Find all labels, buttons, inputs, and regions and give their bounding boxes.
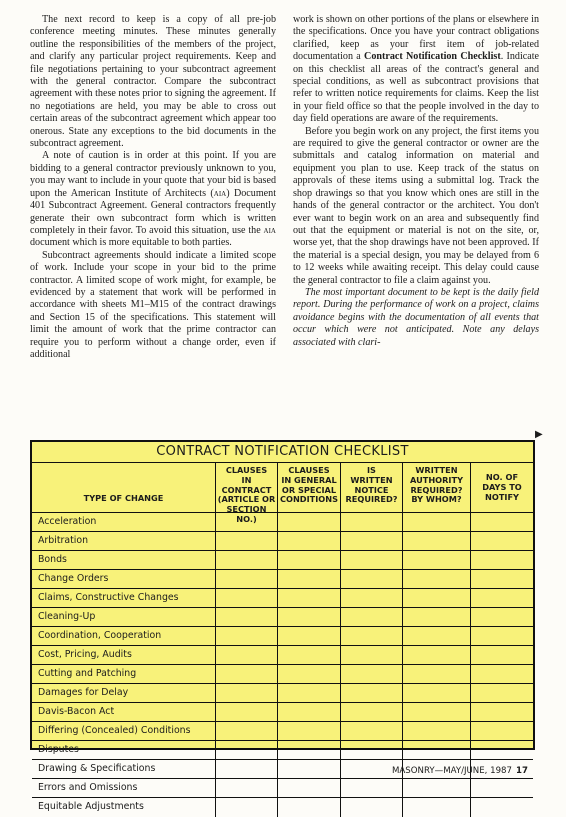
blank-entry-cell[interactable] [402, 570, 470, 588]
table-row [32, 798, 533, 817]
text-span: . Indicate on this checklist all areas of the contract's general and special conditions, as well as subcontract provisions that refer to written notice requirements for claims. Keep the list in your field office so that the people involved in the day to day field operations are aware of the requirements. [293, 51, 540, 125]
blank-entry-cell[interactable] [340, 722, 402, 740]
blank-entry-cell[interactable] [277, 551, 340, 569]
change-type-label: Coordination, Cooperation [38, 630, 162, 641]
publication-line: MASONRY—MAY/JUNE, 1987 [392, 766, 512, 776]
header-line: IN CONTRACT [221, 474, 272, 495]
text-span: A note of caution is in order at this point. If you are bidding to a general contractor previously unknown to you, you may want to include in your quote that your bid is based upon the American Institute of Architects ( [30, 150, 276, 199]
blank-entry-cell[interactable] [277, 722, 340, 740]
table-row [32, 703, 533, 722]
header-line: WRITTEN [415, 465, 458, 475]
blank-entry-cell[interactable] [277, 684, 340, 702]
paragraph [30, 150, 276, 249]
table-row [32, 722, 533, 741]
header-line: SECTION NO.) [226, 504, 267, 524]
checklist-reference: Contract Notification Checklist [364, 51, 501, 63]
blank-entry-cell[interactable] [215, 760, 277, 778]
paragraph: The next record to keep is a copy of all pre-job conference meeting minutes. These minutes generally outline the responsibilities of the members of the project, and clarify any particular project requirements. Keep and file negotiations pertaining to your subcontract agreement with the general contractor. Compare the subcontract agreement with these notes prior to signing the agreement. If no negotiations are held, you may be able to cross out certain areas of the subcontract agreement which appear too onerous. State any exceptions to the bid documents in the subcontract agreement. [30, 14, 276, 150]
blank-entry-cell[interactable] [277, 589, 340, 607]
right-column [293, 14, 539, 349]
table-row [32, 684, 533, 703]
change-type-label: Bonds [38, 554, 67, 565]
header-line: IS [367, 465, 376, 475]
blank-entry-cell[interactable] [402, 646, 470, 664]
aia-abbreviation: aia [213, 187, 227, 199]
change-type-label: Cutting and Patching [38, 668, 137, 679]
header-line: NOTIFY [485, 491, 519, 502]
blank-entry-cell[interactable] [215, 627, 277, 645]
blank-entry-cell[interactable] [215, 779, 277, 797]
left-column [30, 14, 276, 361]
change-type-label: Claims, Constructive Changes [38, 592, 179, 603]
blank-entry-cell[interactable] [402, 513, 470, 531]
blank-entry-cell[interactable] [215, 646, 277, 664]
blank-entry-cell[interactable] [340, 608, 402, 626]
change-type-label: Change Orders [38, 573, 109, 584]
table-row [32, 627, 533, 646]
blank-entry-cell[interactable] [215, 722, 277, 740]
header-clauses-general-special [277, 463, 340, 512]
blank-entry-cell[interactable] [402, 798, 470, 817]
text-span: ) Document 401 Subcontract Agreement. General contractors frequently generate their own subcontract form which is written completely in their favor. To avoid this situation, use the [30, 187, 276, 236]
table-row [32, 513, 533, 532]
table-row [32, 779, 533, 798]
blank-entry-cell[interactable] [340, 646, 402, 664]
blank-entry-cell[interactable] [402, 779, 470, 797]
blank-entry-cell[interactable] [340, 513, 402, 531]
header-line: DAYS TO [482, 481, 522, 492]
blank-entry-cell[interactable] [277, 627, 340, 645]
blank-entry-cell[interactable] [470, 532, 533, 550]
blank-entry-cell[interactable] [277, 608, 340, 626]
blank-entry-cell[interactable] [277, 570, 340, 588]
table-row [32, 646, 533, 665]
blank-entry-cell[interactable] [470, 646, 533, 664]
blank-entry-cell[interactable] [402, 589, 470, 607]
blank-entry-cell[interactable] [340, 798, 402, 817]
blank-entry-cell[interactable] [470, 627, 533, 645]
blank-entry-cell[interactable] [402, 627, 470, 645]
blank-entry-cell[interactable] [340, 741, 402, 759]
header-clauses-in-contract [215, 463, 277, 524]
blank-entry-cell[interactable] [340, 532, 402, 550]
blank-entry-cell[interactable] [402, 722, 470, 740]
header-written-notice [340, 463, 402, 512]
aia-abbreviation: aia [263, 224, 276, 236]
blank-entry-cell[interactable] [215, 608, 277, 626]
blank-entry-cell[interactable] [215, 589, 277, 607]
header-written-authority [402, 463, 470, 512]
blank-entry-cell[interactable] [277, 532, 340, 550]
header-line: WRITTEN [350, 474, 393, 485]
blank-entry-cell[interactable] [470, 798, 533, 817]
blank-entry-cell[interactable] [402, 532, 470, 550]
change-type-label: Disputes [38, 744, 79, 755]
blank-entry-cell[interactable] [470, 779, 533, 797]
header-line: CLAUSES [288, 465, 330, 475]
table-row [32, 741, 533, 760]
paragraph [293, 14, 539, 126]
change-type-label: Arbitration [38, 535, 89, 546]
change-type-label: Cost, Pricing, Audits [38, 649, 132, 660]
change-type-label: Damages for Delay [38, 687, 129, 698]
blank-entry-cell[interactable] [277, 703, 340, 721]
table-row [32, 665, 533, 684]
page-number: 17 [516, 766, 528, 776]
blank-entry-cell[interactable] [340, 684, 402, 702]
blank-entry-cell[interactable] [470, 513, 533, 531]
blank-entry-cell[interactable] [340, 779, 402, 797]
blank-entry-cell[interactable] [470, 703, 533, 721]
checklist-title: CONTRACT NOTIFICATION CHECKLIST [32, 442, 533, 463]
blank-entry-cell[interactable] [340, 665, 402, 683]
table-row [32, 608, 533, 627]
blank-entry-cell[interactable] [215, 703, 277, 721]
text-span: work is shown on other portions of the plans or elsewhere in the specifications. Once you have your contract obligations clarified, keep as your first item of job-related documentation a [293, 14, 539, 63]
blank-entry-cell[interactable] [215, 684, 277, 702]
change-type-label: Cleaning-Up [38, 611, 96, 622]
header-line: OR SPECIAL [281, 484, 337, 495]
blank-entry-cell[interactable] [340, 589, 402, 607]
table-row [32, 589, 533, 608]
page-footer [392, 766, 528, 776]
paragraph: The most important document to be kept is the daily field report. During the performance of work on a project, claims avoidance begins with the documentation of all events that occur which were not anticipated. Note any delays associated with clari- [293, 286, 539, 348]
blank-entry-cell[interactable] [215, 570, 277, 588]
header-line: REQUIRED? [345, 494, 398, 505]
change-type-label: Differing (Concealed) Conditions [38, 725, 191, 736]
blank-entry-cell[interactable] [277, 513, 340, 531]
paragraph: Before you begin work on any project, the first items you are required to give the general contractor or owner are the submittals and catalog information on material and equipment you plan to use. Keep track of the status on approvals of these items using a submittal log. Track the shop drawings so that you know which ones are still in the hands of the general contractor or the architect. You don't ever want to begin work on an area and subsequently find out that the equipment or material is not on the site, or, worse yet, that the shop drawings have not been approved. If the material is a special design, you may be delayed from 6 to 12 weeks while awaiting receipt. This delay could cause the general contractor to file a claim against you. [293, 125, 539, 286]
header-line: AUTHORITY [410, 474, 463, 485]
blank-entry-cell[interactable] [402, 684, 470, 702]
table-row [32, 532, 533, 551]
header-line: NOTICE [354, 484, 389, 495]
change-type-label: Davis-Bacon Act [38, 706, 115, 717]
blank-entry-cell[interactable] [215, 741, 277, 759]
header-line: CONDITIONS [279, 494, 338, 505]
blank-entry-cell[interactable] [470, 589, 533, 607]
blank-entry-cell[interactable] [277, 779, 340, 797]
blank-entry-cell[interactable] [402, 665, 470, 683]
blank-entry-cell[interactable] [402, 741, 470, 759]
change-type-label: Equitable Adjustments [38, 801, 144, 812]
blank-entry-cell[interactable] [215, 551, 277, 569]
blank-entry-cell[interactable] [215, 665, 277, 683]
blank-entry-cell[interactable] [277, 665, 340, 683]
text-span: document which is more equitable to both parties. [30, 237, 232, 249]
header-line: BY WHOM? [411, 494, 462, 505]
table-row [32, 570, 533, 589]
blank-entry-cell[interactable] [402, 608, 470, 626]
blank-entry-cell[interactable] [277, 760, 340, 778]
continue-arrow-icon: ▶ [535, 429, 543, 440]
blank-entry-cell[interactable] [277, 646, 340, 664]
blank-entry-cell[interactable] [470, 608, 533, 626]
blank-entry-cell[interactable] [470, 570, 533, 588]
header-line: IN GENERAL [281, 474, 337, 485]
change-type-label: Drawing & Specifications [38, 763, 156, 774]
blank-entry-cell[interactable] [215, 532, 277, 550]
change-type-label: Errors and Omissions [38, 782, 138, 793]
blank-entry-cell[interactable] [402, 703, 470, 721]
blank-entry-cell[interactable] [340, 703, 402, 721]
header-days-to-notify [470, 463, 533, 512]
table-row [32, 551, 533, 570]
paragraph: Subcontract agreements should indicate a limited scope of work. Include your scope in your bid to the prime contractor. A limited scope of work might, for example, be evidenced by a statement that work will be performed in accordance with sheets M1–M15 of the contract drawings and Section 15 of the specifications. This statement will limit the amount of work that the prime contractor can require you to perform without a change order, even if additional [30, 249, 276, 360]
header-line: NO. OF [485, 472, 519, 482]
blank-entry-cell[interactable] [340, 570, 402, 588]
blank-entry-cell[interactable] [470, 722, 533, 740]
blank-entry-cell[interactable] [340, 551, 402, 569]
blank-entry-cell[interactable] [402, 551, 470, 569]
blank-entry-cell[interactable] [277, 741, 340, 759]
blank-entry-cell[interactable] [215, 513, 277, 531]
change-type-label: Acceleration [38, 516, 97, 527]
blank-entry-cell[interactable] [470, 665, 533, 683]
blank-entry-cell[interactable] [470, 551, 533, 569]
header-line: CLAUSES [225, 465, 268, 475]
header-type-of-change: TYPE OF CHANGE [83, 493, 164, 503]
blank-entry-cell[interactable] [277, 798, 340, 817]
blank-entry-cell[interactable] [470, 684, 533, 702]
blank-entry-cell[interactable] [340, 627, 402, 645]
blank-entry-cell[interactable] [470, 741, 533, 759]
header-line: (ARTICLE OR [217, 494, 276, 505]
blank-entry-cell[interactable] [215, 798, 277, 817]
header-line: REQUIRED? [410, 484, 463, 495]
